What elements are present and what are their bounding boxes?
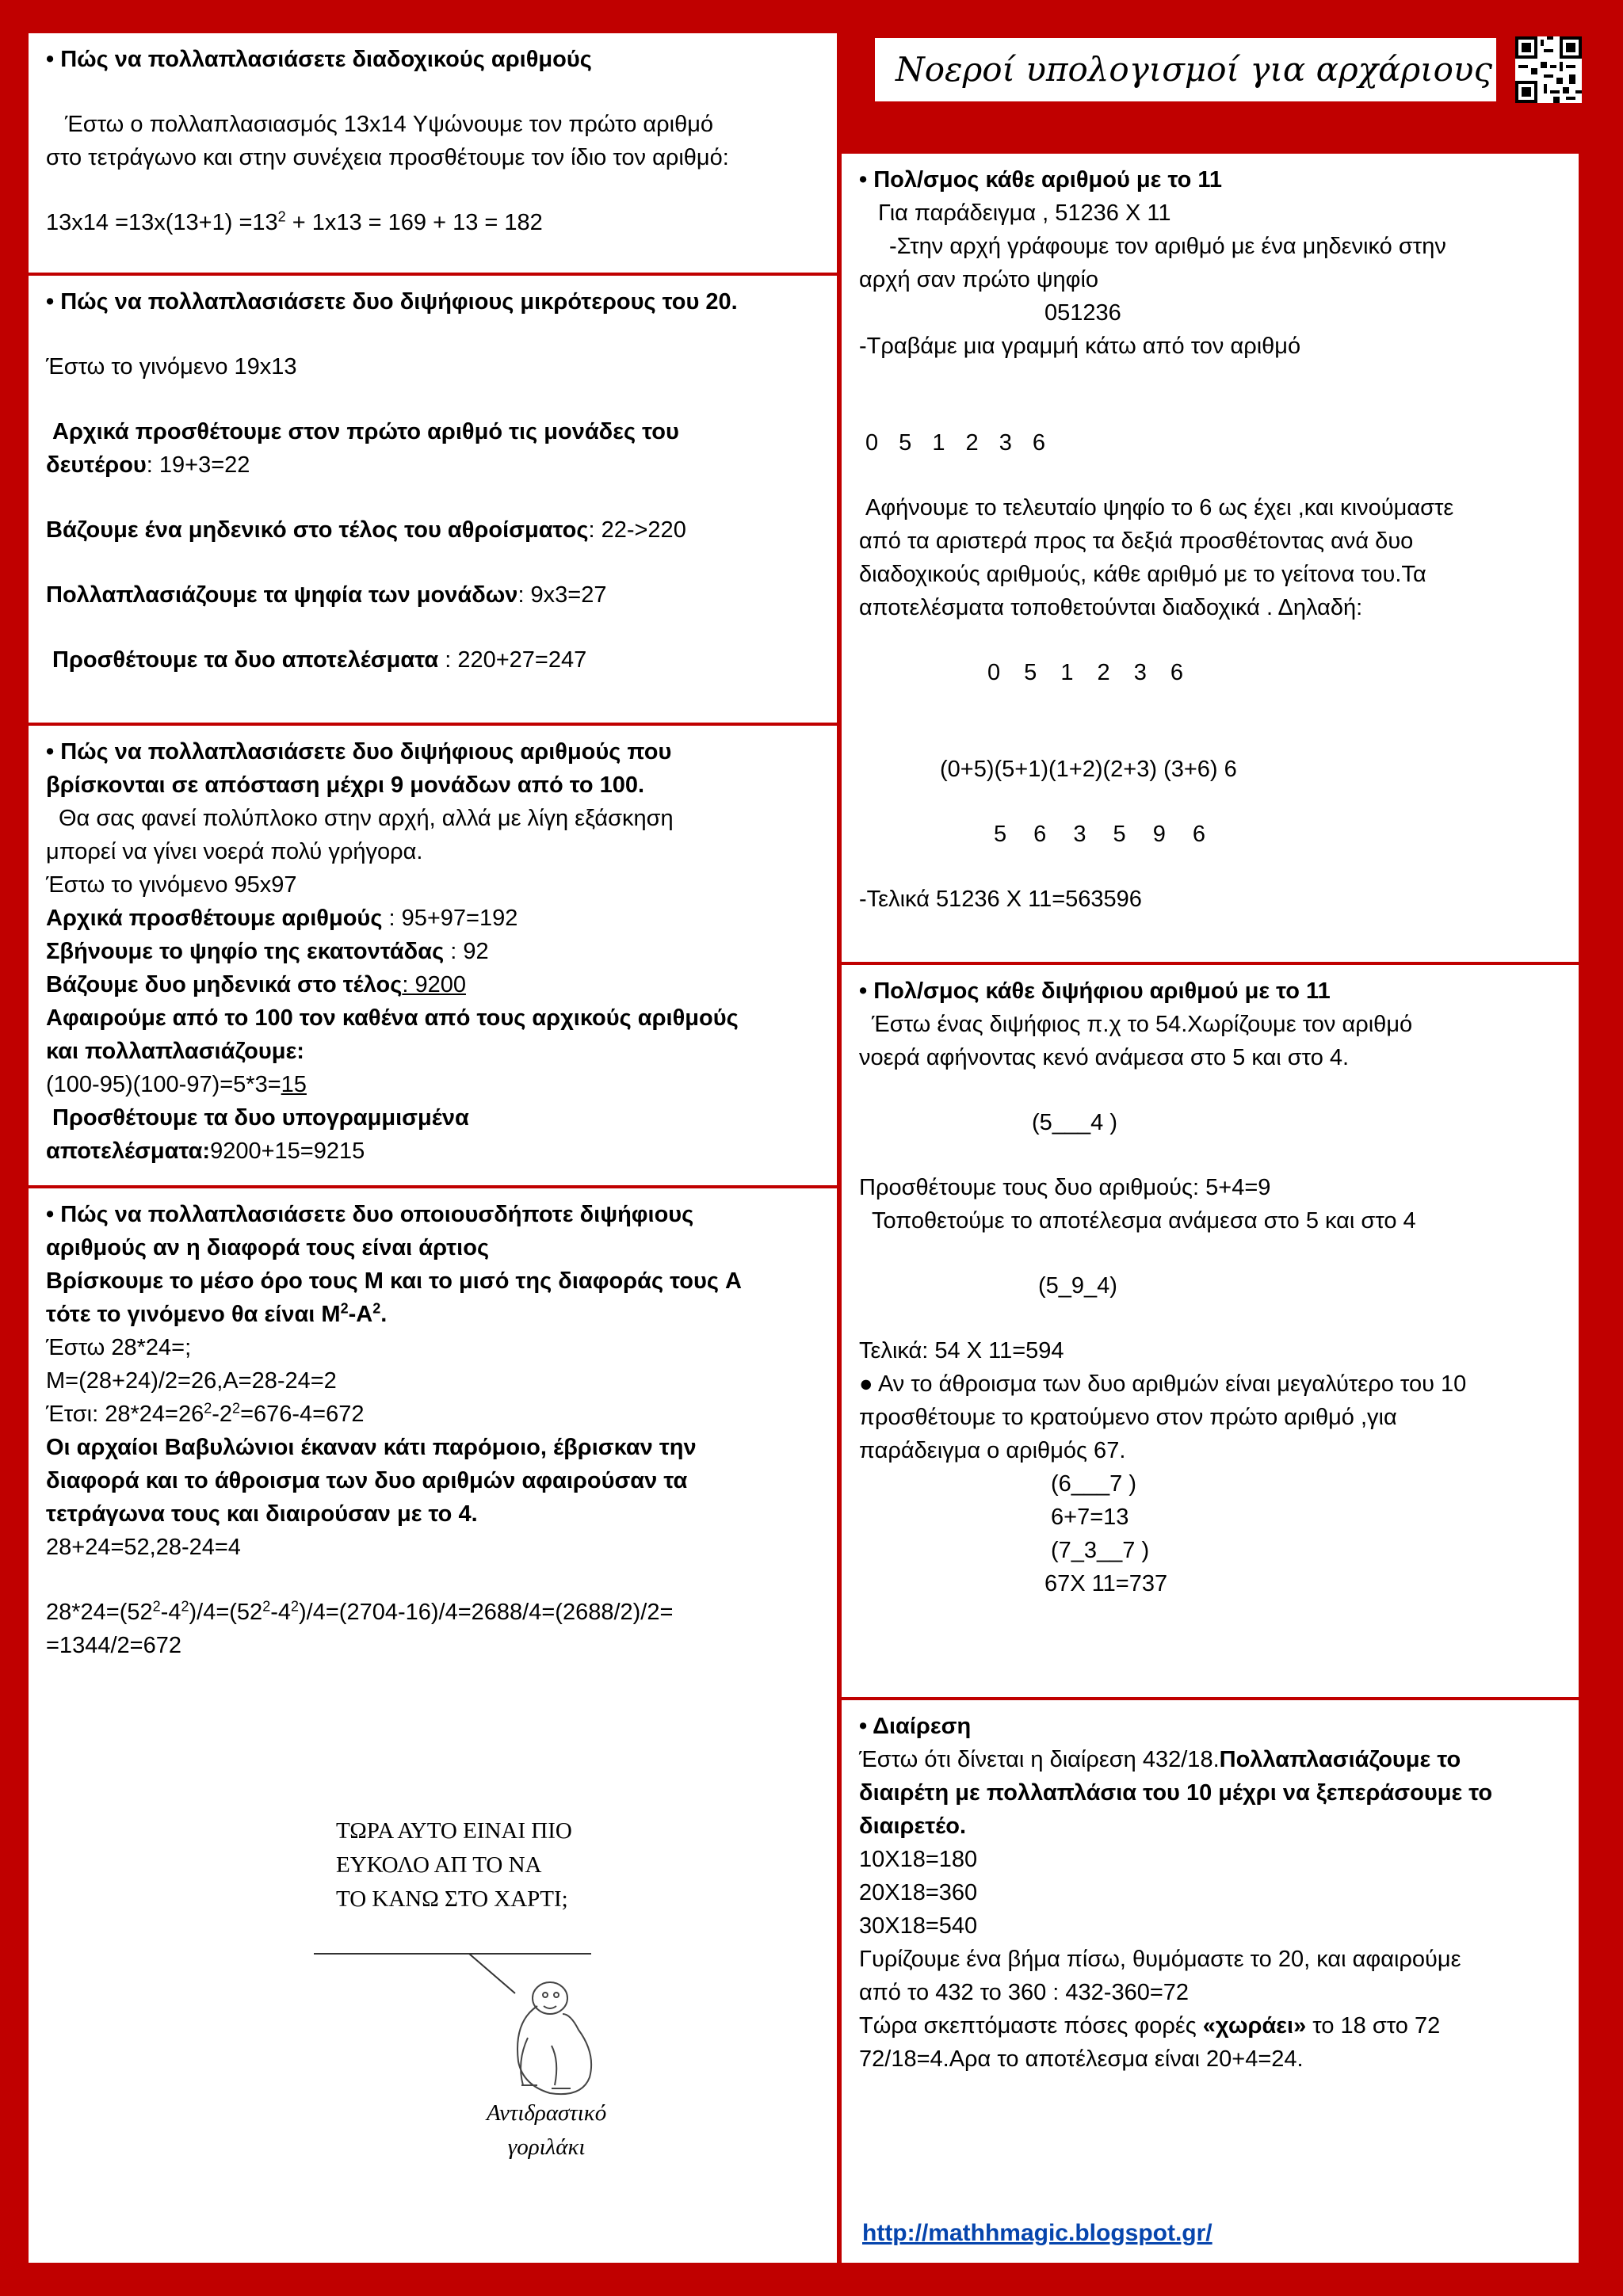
section-heading: • Πώς να πολλαπλασιάσετε δυο διψήφιους μικρότερους του 20. xyxy=(46,289,738,315)
step-line xyxy=(46,935,819,968)
section-heading: • Διαίρεση xyxy=(859,1714,972,1739)
regular-text: Τώρα σκεπτόμαστε πόσες φορές xyxy=(859,2013,1203,2039)
formula-part: )/4=(52 xyxy=(189,1600,263,1625)
step-line xyxy=(46,415,819,448)
formula-part: -2 xyxy=(212,1402,233,1427)
bold-text: Πολλαπλασιάζουμε τα ψηφία των μονάδων xyxy=(46,582,518,608)
result-text: : 220+27=247 xyxy=(438,647,587,673)
text-line: 67X 11=737 xyxy=(1044,1571,1168,1596)
superscript: 2 xyxy=(340,1300,349,1317)
sum-line: (0+5)(5+1)(1+2)(2+3) (3+6) 6 xyxy=(940,757,1237,782)
superscript: 2 xyxy=(372,1300,381,1317)
regular-text: Έστω ότι δίνεται η διαίρεση 432/18. xyxy=(859,1747,1220,1772)
step-line xyxy=(46,448,819,482)
text-line: (6___7 ) xyxy=(1051,1471,1137,1497)
step-line xyxy=(46,643,819,677)
result-text: : 95+97=192 xyxy=(382,906,518,931)
step-line xyxy=(46,578,819,612)
bold-text: Αρχικά προσθέτουμε αριθμούς xyxy=(46,906,383,931)
text-line: Γυρίζουμε ένα βήμα πίσω, θυμόμαστε το 20, και αφαιρούμε xyxy=(859,1947,1461,1972)
superscript: 2 xyxy=(277,208,286,225)
text-line xyxy=(859,1743,1561,1776)
caption-line: Αντιδραστικό xyxy=(487,2100,607,2126)
superscript: 2 xyxy=(232,1400,241,1417)
formula-part: 13x14 =13x(13+1) =13 xyxy=(46,210,278,235)
regular-text: το 18 στο 72 xyxy=(1306,2013,1441,2039)
bold-line xyxy=(46,1298,819,1331)
final-result: -Τελικά 51236 X 11=563596 xyxy=(859,887,1142,912)
section-near-100-multiplication xyxy=(29,726,837,1185)
section-heading: • Πολ/σμος κάθε διψήφιου αριθμού με το 11 xyxy=(859,978,1331,1004)
text-line: Έστω ένας διψήφιος π.χ το 54.Χωρίζουμε τον αριθμό xyxy=(872,1012,1413,1037)
section-heading: • Πώς να πολλαπλασιάσετε δυο διψήφιους αριθμούς που xyxy=(46,739,672,765)
formula-part: )/4=(2704-16)/4=2688/4=(2688/2)/2= xyxy=(299,1600,674,1625)
formula-part: -4 xyxy=(270,1600,291,1625)
text-line: -Τραβάμε μια γραμμή κάτω από τον αριθμό xyxy=(859,334,1301,359)
bold-line: Βρίσκουμε το μέσο όρο τους M και το μισό της διαφοράς τους A xyxy=(46,1268,742,1294)
text-line: (5___4 ) xyxy=(1032,1110,1118,1135)
underlined-result: 15 xyxy=(281,1072,307,1097)
page-title xyxy=(875,38,1496,101)
text-line xyxy=(46,1398,819,1431)
text-line: προσθέτουμε το κρατούμενο στον πρώτο αριθμό ,για xyxy=(859,1405,1397,1430)
text-line: Θα σας φανεί πολύπλοκο στην αρχή, αλλά με λίγη εξάσκηση xyxy=(59,806,674,831)
speech-line: ΕΥΚΟΛΟ ΑΠ ΤΟ ΝΑ xyxy=(336,1852,542,1878)
section-heading: αριθμούς αν η διαφορά τους είναι άρτιος xyxy=(46,1235,490,1261)
bold-text: «χωράει» xyxy=(1202,2013,1307,2039)
superscript: 2 xyxy=(291,1598,300,1615)
caption-line: γοριλάκι xyxy=(507,2134,586,2160)
text-line: Έστω το γινόμενο 95x97 xyxy=(46,872,297,898)
underlined-result: : 9200 xyxy=(402,972,466,997)
text-line: 72/18=4.Αρα το αποτέλεσμα είναι 20+4=24. xyxy=(859,2046,1304,2072)
superscript: 2 xyxy=(262,1598,271,1615)
formula-line: =1344/2=672 xyxy=(46,1633,181,1658)
text-line: από το 432 το 360 : 432-360=72 xyxy=(859,1980,1190,2005)
text-line: 30X18=540 xyxy=(859,1913,978,1939)
bold-text: αποτελέσματα: xyxy=(46,1138,211,1164)
bold-text: δευτέρου xyxy=(46,452,147,478)
result-text: : 9x3=27 xyxy=(517,582,607,608)
text-line: από τα αριστερά προς τα δεξιά προσθέτοντας ανά δυο xyxy=(859,528,1414,554)
formula-line xyxy=(46,1596,819,1629)
text-line: στο τετράγωνο και στην συνέχεια προσθέτουμε τον ίδιο τον αριθμό: xyxy=(46,145,729,170)
qr-code-icon xyxy=(1515,36,1582,103)
text-line xyxy=(859,2009,1561,2042)
text-line: M=(28+24)/2=26,A=28-24=2 xyxy=(46,1368,337,1394)
bold-text: Βάζουμε δυο μηδενικά στο τέλος xyxy=(46,972,403,997)
text-line: αρχή σαν πρώτο ψηφίο xyxy=(859,267,1099,292)
text-line: (7_3__7 ) xyxy=(1051,1538,1150,1563)
bold-line: διαφορά και το άθροισμα των δυο αριθμών αφαιρούσαν τα xyxy=(46,1468,688,1493)
bold-text: Σβήνουμε το ψηφίο της εκατοντάδας xyxy=(46,939,445,964)
text-line: 6+7=13 xyxy=(1051,1505,1129,1530)
bold-text: . xyxy=(380,1302,388,1327)
text-line: μπορεί να γίνει νοερά πολύ γρήγορα. xyxy=(46,839,423,864)
text-line: Αφήνουμε το τελευταίο ψηφίο το 6 ως έχει ,και κινούμαστε xyxy=(865,495,1454,521)
bold-text: Πολλαπλασιάζουμε το xyxy=(1219,1747,1461,1772)
section-under-20-multiplication xyxy=(29,276,837,723)
digits-line: 0 5 1 2 3 6 xyxy=(987,660,1184,685)
section-even-difference-multiplication xyxy=(29,1188,837,2263)
section-heading: • Πολ/σμος κάθε αριθμού με το 11 xyxy=(859,167,1223,193)
step-line xyxy=(46,1068,819,1101)
step-line xyxy=(46,1135,819,1168)
formula-line xyxy=(46,206,819,239)
section-heading: • Πώς να πολλαπλασιάσετε διαδοχικούς αριθμούς xyxy=(46,47,592,72)
text-line: -Στην αρχή γράφουμε τον αριθμό με ένα μηδενικό στην xyxy=(889,234,1446,259)
text-line: 20X18=360 xyxy=(859,1880,978,1905)
superscript: 2 xyxy=(204,1400,212,1417)
step-line xyxy=(46,513,819,547)
text-line: 051236 xyxy=(1044,300,1121,326)
text-line: Έστω το γινόμενο 19x13 xyxy=(46,354,297,379)
formula-part: 28*24=(52 xyxy=(46,1600,153,1625)
section-division xyxy=(842,1700,1579,2263)
page-title-text: Νοεροί υπολογισμοί για αρχάριους xyxy=(896,50,1492,89)
bold-text: -A xyxy=(348,1302,373,1327)
text-line: 28+24=52,28-24=4 xyxy=(46,1535,241,1560)
result-text: (100-95)(100-97)=5*3= xyxy=(46,1072,281,1097)
text-line: διαδοχικούς αριθμούς, κάθε αριθμό με το γείτονα του.Τα xyxy=(859,562,1426,587)
step-line xyxy=(46,968,819,1001)
section-multiply-by-11 xyxy=(842,154,1579,962)
bold-text: Βάζουμε ένα μηδενικό στο τέλος του αθροίσματος xyxy=(46,517,589,543)
step-line: Προσθέτουμε τα δυο υπογραμμισμένα xyxy=(52,1105,469,1131)
gorilla-cartoon-icon xyxy=(314,1943,599,2101)
text-line: Έστω ο πολλαπλασιασμός 13x14 Υψώνουμε τον πρώτο αριθμό xyxy=(65,112,714,137)
blog-link[interactable]: http://mathhmagic.blogspot.gr/ xyxy=(862,2220,1212,2246)
bold-text: τότε το γινόμενο θα είναι M xyxy=(46,1302,341,1327)
superscript: 2 xyxy=(152,1598,161,1615)
text-line: νοερά αφήνοντας κενό ανάμεσα στο 5 και στο 4. xyxy=(859,1045,1350,1070)
bold-text: Αρχικά προσθέτουμε στον πρώτο αριθμό τις μονάδες του xyxy=(52,419,679,444)
section-heading: • Πώς να πολλαπλασιάσετε δυο οποιουσδήποτε διψήφιους xyxy=(46,1202,694,1227)
section-heading: βρίσκονται σε απόσταση μέχρι 9 μονάδων από το 100. xyxy=(46,772,645,798)
formula-part: -4 xyxy=(160,1600,181,1625)
text-line: αποτελέσματα τοποθετούνται διαδοχικά . Δηλαδή: xyxy=(859,595,1363,620)
step-line: και πολλαπλασιάζουμε: xyxy=(46,1039,304,1064)
formula-part: Έτσι: 28*24=26 xyxy=(46,1402,204,1427)
section-consecutive-multiplication xyxy=(29,33,837,273)
text-line: Προσθέτουμε τους δυο αριθμούς: 5+4=9 xyxy=(859,1175,1271,1200)
text-line: Έστω 28*24=; xyxy=(46,1335,192,1360)
text-line: 10X18=180 xyxy=(859,1847,978,1872)
digits-line: 5 6 3 5 9 6 xyxy=(994,822,1206,847)
digits-line: 0 5 1 2 3 6 xyxy=(865,430,1046,456)
result-text: 9200+15=9215 xyxy=(210,1138,365,1164)
step-line: Αφαιρούμε από το 100 τον καθένα από τους αρχικούς αριθμούς xyxy=(46,1005,739,1031)
text-line: Τελικά: 54 X 11=594 xyxy=(859,1338,1064,1363)
speech-line: ΤΟ ΚΑΝΩ ΣΤΟ ΧΑΡΤΙ; xyxy=(336,1886,568,1912)
step-line xyxy=(46,902,819,935)
text-line: Για παράδειγμα , 51236 X 11 xyxy=(878,200,1171,226)
section-two-digit-by-11 xyxy=(842,965,1579,1697)
result-text: : 92 xyxy=(444,939,489,964)
result-text: : 19+3=22 xyxy=(146,452,250,478)
bold-line: διαιρέτη με πολλαπλάσια του 10 μέχρι να ξεπεράσουμε το xyxy=(859,1780,1493,1806)
result-text: : 22->220 xyxy=(588,517,686,543)
qr-code-graphic xyxy=(1515,36,1582,103)
superscript: 2 xyxy=(181,1598,189,1615)
text-line: παράδειγμα ο αριθμός 67. xyxy=(859,1438,1126,1463)
speech-bubble-text xyxy=(336,1814,572,1917)
text-line: ● Αν το άθροισμα των δυο αριθμών είναι μεγαλύτερο του 10 xyxy=(859,1371,1467,1397)
formula-part: =676-4=672 xyxy=(240,1402,365,1427)
cartoon-caption xyxy=(487,2096,606,2164)
text-line: (5_9_4) xyxy=(1038,1273,1117,1299)
bold-line: διαιρετέο. xyxy=(859,1814,967,1839)
bold-line: τετράγωνα τους και διαιρούσαν με το 4. xyxy=(46,1501,478,1527)
text-line: Τοποθετούμε το αποτέλεσμα ανάμεσα στο 5 και στο 4 xyxy=(872,1208,1416,1234)
formula-part: + 1x13 = 169 + 13 = 182 xyxy=(285,210,543,235)
bold-line: Οι αρχαίοι Βαβυλώνιοι έκαναν κάτι παρόμοιο, έβρισκαν την xyxy=(46,1435,697,1460)
speech-line: ΤΩΡΑ ΑΥΤΟ ΕΙΝΑΙ ΠΙΟ xyxy=(336,1818,572,1844)
bold-text: Προσθέτουμε τα δυο αποτελέσματα xyxy=(52,647,439,673)
